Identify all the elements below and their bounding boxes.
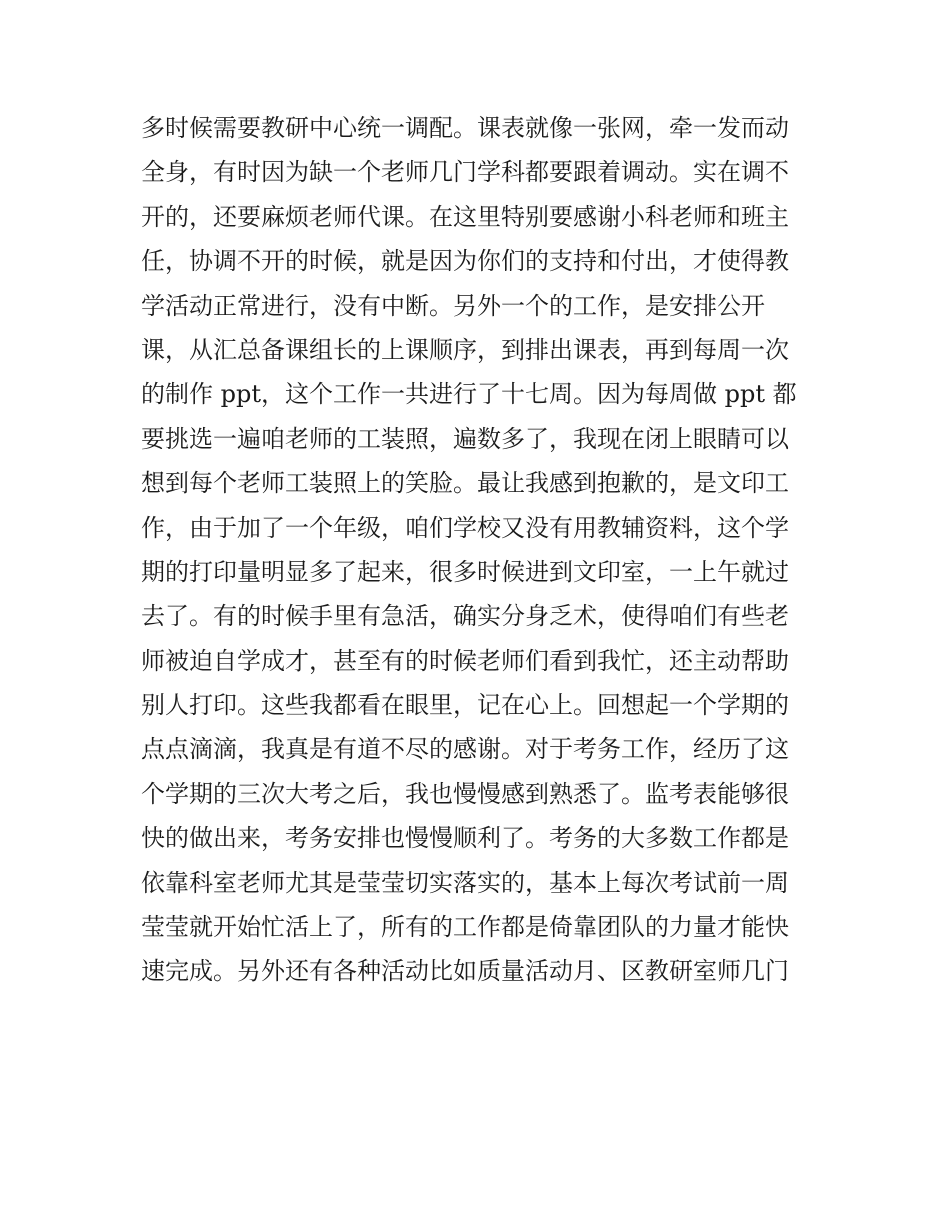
text-line: 的制作 ppt，这个工作一共进行了十七周。因为每周做 ppt 都 — [141, 380, 797, 409]
text-line: 去了。有的时候手里有急活，确实分身乏术，使得咱们有些老 — [141, 602, 789, 631]
text-line: 快的做出来，考务安排也慢慢顺利了。考务的大多数工作都是 — [141, 824, 789, 853]
text-line: 别人打印。这些我都看在眼里，记在心上。回想起一个学期的 — [141, 691, 789, 720]
body-paragraph — [141, 106, 821, 994]
text-line: 全身，有时因为缺一个老师几门学科都要跟着调动。实在调不 — [141, 158, 789, 187]
text-line: 想到每个老师工装照上的笑脸。最让我感到抱歉的，是文印工 — [141, 469, 789, 498]
text-line: 期的打印量明显多了起来，很多时候进到文印室，一上午就过 — [141, 557, 789, 586]
text-line: 要挑选一遍咱老师的工装照，遍数多了，我现在闭上眼睛可以 — [141, 424, 789, 453]
text-line: 多时候需要教研中心统一调配。课表就像一张网，牵一发而动 — [141, 114, 789, 142]
text-line: 作，由于加了一个年级，咱们学校又没有用教辅资料，这个学 — [141, 513, 789, 542]
text-line: 学活动正常进行，没有中断。另外一个的工作，是安排公开 — [141, 291, 765, 320]
text-line: 依靠科室老师尤其是莹莹切实落实的，基本上每次考试前一周 — [141, 868, 789, 897]
text-line: 莹莹就开始忙活上了，所有的工作都是倚靠团队的力量才能快 — [141, 913, 789, 942]
text-line: 点点滴滴，我真是有道不尽的感谢。对于考务工作，经历了这 — [141, 735, 789, 764]
text-line: 开的，还要麻烦老师代课。在这里特别要感谢小科老师和班主 — [141, 202, 789, 231]
text-line: 个学期的三次大考之后，我也慢慢感到熟悉了。监考表能够很 — [141, 779, 789, 808]
text-line: 任，协调不开的时候，就是因为你们的支持和付出，才使得教 — [141, 247, 789, 276]
text-line: 速完成。另外还有各种活动比如质量活动月、区教研室师几门 — [141, 957, 789, 986]
text-line: 课，从汇总备课组长的上课顺序，到排出课表，再到每周一次 — [141, 335, 789, 364]
text-line: 师被迫自学成才，甚至有的时候老师们看到我忙，还主动帮助 — [141, 646, 789, 675]
